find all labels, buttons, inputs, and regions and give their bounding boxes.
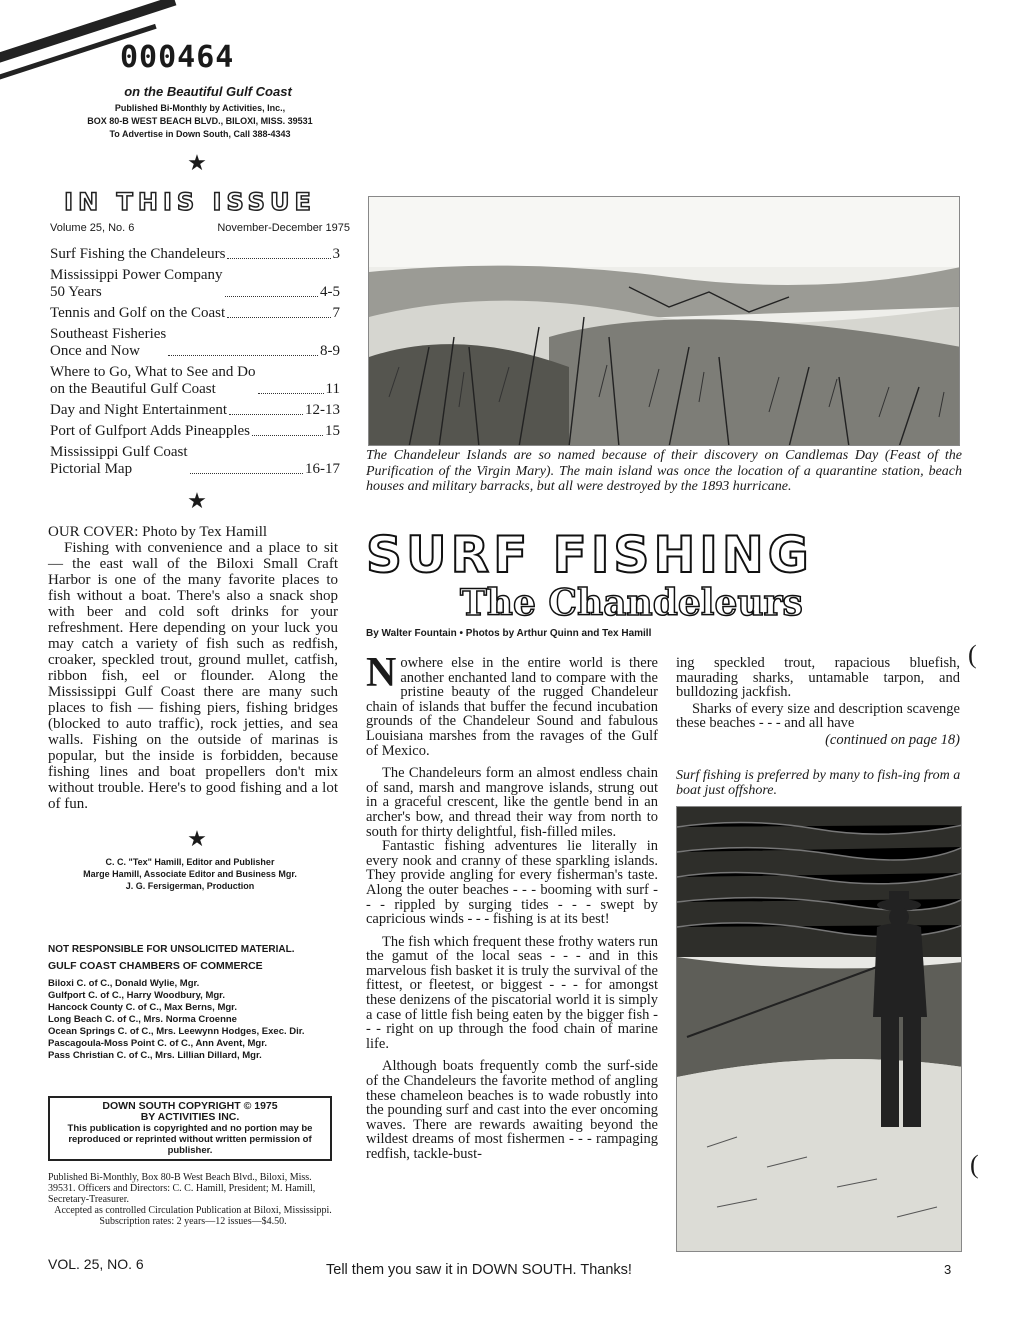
toc-item: Where to Go, What to See and Do on the Beautiful Gulf Coast 11 [50, 364, 340, 397]
article-paragraph: The Chandeleurs form an almost endless chain of sand, marsh and mangrove islands, strung out in a graceful crescent, like the gentle bend in an archer's bow, and thread their way from north to south for thirty delightful, fish-filled miles. [366, 765, 658, 840]
pubinfo-line: Published Bi-Monthly, Box 80-B West Beach Blvd., Biloxi, Miss. 39531. Officers and Directors: C. C. Hamill, President; M. Hamill, Secretary-Treasurer. [48, 1172, 316, 1205]
article-paragraph: Although boats frequently comb the surf-side of the Chandeleurs the favorite method of angling these chameleon beaches is to wade robustly into the pounding surf and cast into the ever oncoming waves. There are rewards awaiting beyond the wildest dreams of most fishermen - - - rampaging redfish, tackle-bust- [366, 1058, 658, 1162]
page-number: 3 [944, 1262, 952, 1277]
continued-note: (continued on page 18) [825, 731, 960, 748]
list-item: Biloxi C. of C., Donald Wylie, Mgr. [48, 978, 200, 989]
list-item: Pascagoula-Moss Point C. of C., Ann Avent, Mgr. [48, 1038, 268, 1049]
publisher-info [40, 102, 360, 141]
list-item: Hancock County C. of C., Max Berns, Mgr. [48, 1002, 237, 1013]
toc-item: Mississippi Gulf Coast Pictorial Map 16-17 [50, 444, 340, 477]
article-byline: By Walter Fountain • Photos by Arthur Quinn and Tex Hamill [366, 628, 652, 639]
article-column [366, 650, 658, 1170]
chambers-heading: GULF COAST CHAMBERS OF COMMERCE [48, 960, 263, 972]
drop-cap: N [366, 650, 397, 696]
volume-label: Volume 25, No. 6 [50, 222, 135, 234]
staff-line: C. C. "Tex" Hamill, Editor and Publisher [105, 857, 275, 867]
document-stamp-id: 000464 [120, 40, 235, 75]
copyright-notice: This publication is copyrighted and no portion may be reproduced or reprinted without written permission of publisher. [67, 1123, 313, 1156]
margin-mark: ( [970, 1150, 979, 1179]
article-subhead: The Chandeleurs [460, 582, 803, 624]
article-paragraph: Sharks of every size and description scavenge these beaches - - - and all have [676, 700, 960, 732]
toc-item: Southeast Fisheries Once and Now 8-9 [50, 326, 340, 359]
article-paragraph: Fantastic fishing adventures lie literally in every nook and cranny of these sparkling islands. They provide angling for every fisherman's taste. Along the outer beaches - - - booming with surf - - - rippled by surging tides - - - swept by capricious winds - - - fishing is at its best! [366, 838, 658, 928]
copyright-line: DOWN SOUTH COPYRIGHT © 1975 [102, 1100, 278, 1112]
table-of-contents [50, 246, 340, 482]
volume-row [50, 222, 350, 234]
star-divider: ★ [187, 488, 207, 513]
photo-caption: The Chandeleur Islands are so named because of their discovery on Candlemas Day (Feast of the Purification of the Virgin Mary). The main island was once the location of a quarantine station, beach houses and military barracks, but all were destroyed by the 1893 hurricane. [366, 448, 962, 494]
list-item: Pass Christian C. of C., Mrs. Lillian Dillard, Mgr. [48, 1050, 262, 1061]
cover-body: Fishing with convenience and a place to sit — the east wall of the Biloxi Small Craft Harbor is one of the many favorite places to fish without a boat. There's also a snack shop with beer and cold soft drinks for your refreshment. Here depending on your luck you may catch a variety of fish such as redfish, croaker, speckled trout, ground mullet, catfish, ribbon fish, eel or flounder. Along the Mississippi Gulf Coast there are many such places to fish — fishing piers, fishing bridges (blocked to auto traffic), rock jetties, and sea walls. Fishing on the outside of marinas is popular, but the inside is forbidden, because fishing lines and boat propellers don't mix without trouble. Here's to good fishing and a lot of fun. [48, 540, 338, 812]
staff-line: Marge Hamill, Associate Editor and Business Mgr. [83, 869, 297, 879]
contents-heading: IN THIS ISSUE [64, 188, 316, 216]
surf-fisherman-photo [676, 806, 962, 1252]
star-divider: ★ [187, 826, 207, 851]
staff-line: J. G. Fersigerman, Production [125, 881, 255, 891]
chambers-list [48, 978, 338, 1062]
article-column [676, 656, 960, 750]
toc-item: Mississippi Power Company 50 Years 4-5 [50, 267, 340, 300]
copyright-box [48, 1096, 332, 1161]
list-item: Long Beach C. of C., Mrs. Norma Croenne [48, 1014, 237, 1025]
toc-item: Surf Fishing the Chandeleurs 3 [50, 246, 340, 262]
cover-description [48, 524, 338, 812]
staff-credits [40, 856, 340, 892]
publication-info [48, 1172, 338, 1227]
list-item: Gulfport C. of C., Harry Woodbury, Mgr. [48, 990, 225, 1001]
toc-item: Port of Gulfport Adds Pineapples 15 [50, 423, 340, 439]
article-paragraph: ing speckled trout, rapacious bluefish, maurading sharks, untamable tarpon, and bulldozing jackfish. [676, 655, 960, 701]
article-paragraph: The fish which frequent these frothy waters run the gamut of the local seas - - - and in this marvelous fish basket it is truly the survival of the fittest, or fleetest, or biggest - - - for amongst these denizens of the piscatorial world it is simply a case of little fish being eaten by the bigger fish - - - right on up through the food chain of marine life. [366, 933, 658, 1052]
toc-item: Tennis and Golf on the Coast 7 [50, 305, 340, 321]
margin-mark: ( [968, 640, 977, 669]
publisher-line: To Advertise in Down South, Call 388-4343 [109, 129, 291, 139]
cover-heading: OUR COVER: Photo by Tex Hamill [48, 524, 268, 540]
toc-item: Day and Night Entertainment 12-13 [50, 402, 340, 418]
publisher-line: BOX 80-B WEST BEACH BLVD., BILOXI, MISS. 39531 [87, 116, 313, 126]
publisher-line: Published Bi-Monthly by Activities, Inc., [114, 103, 286, 113]
pubinfo-line: Accepted as controlled Circulation Publication at Biloxi, Mississippi. [54, 1205, 332, 1216]
list-item: Ocean Springs C. of C., Mrs. Leewynn Hodges, Exec. Dir. [48, 1026, 305, 1037]
photo-caption: Surf fishing is preferred by many to fish-ing from a boat just offshore. [676, 768, 961, 798]
article-headline: SURF FISHING [366, 526, 813, 584]
pubinfo-line: Subscription rates: 2 years—12 issues—$4.50. [99, 1216, 287, 1227]
star-divider: ★ [187, 150, 207, 175]
issue-date: November-December 1975 [217, 222, 350, 234]
footer-volume: VOL. 25, NO. 6 [48, 1256, 144, 1272]
brand-line: on the Beautiful Gulf Coast [124, 84, 292, 99]
footer-tagline: Tell them you saw it in DOWN SOUTH. Thanks! [326, 1262, 632, 1278]
article-paragraph: Nowhere else in the entire world is there another enchanted land to compare with the pristine beauty of the rugged Chandeleur chain of islands that buffer the fecund incubation grounds of the Chandeleur Sound and fabulous Louisiana marshes from the ravages of the Gulf of Mexico. [366, 650, 658, 759]
disclaimer: NOT RESPONSIBLE FOR UNSOLICITED MATERIAL. [48, 944, 295, 955]
beach-dunes-photo [368, 196, 960, 446]
copyright-line: BY ACTIVITIES INC. [140, 1111, 240, 1123]
